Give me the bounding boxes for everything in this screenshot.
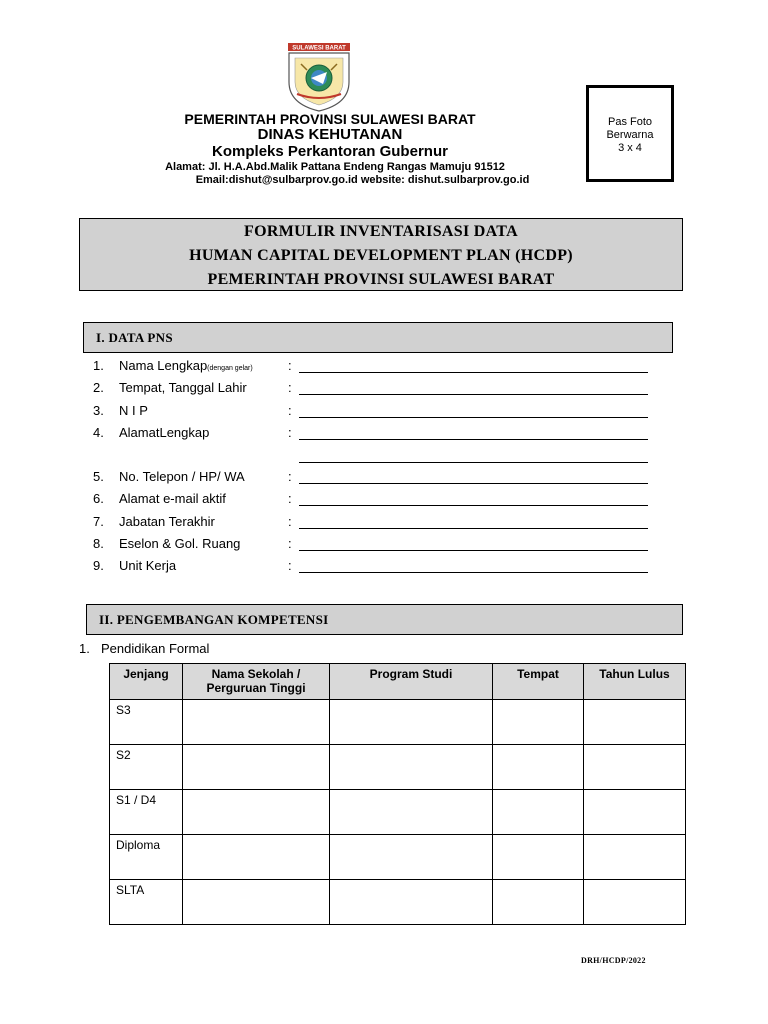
field-colon: : <box>288 491 292 506</box>
field-input-line[interactable] <box>299 439 648 440</box>
field-tempat-tanggal-lahir <box>93 380 653 400</box>
table-cell[interactable] <box>330 880 493 925</box>
form-title-box <box>79 218 683 291</box>
pendidikan-formal-table <box>109 663 686 925</box>
table-row <box>110 880 686 925</box>
field-input-line[interactable] <box>299 417 648 418</box>
field-colon: : <box>288 425 292 440</box>
table-cell[interactable] <box>493 700 584 745</box>
column-header-nama-sekolah: Nama Sekolah / Perguruan Tinggi <box>183 664 330 700</box>
emblem-banner-text: SULAWESI BARAT <box>292 45 346 52</box>
field-note: (dengan gelar) <box>207 365 253 372</box>
photo-label-2: Berwarna <box>606 129 654 141</box>
field-number: 5. <box>93 469 104 484</box>
letterhead-complex: Kompleks Perkantoran Gubernur <box>212 143 448 160</box>
field-number: 7. <box>93 514 104 529</box>
field-colon: : <box>288 514 292 529</box>
field-no-telepon <box>93 469 653 489</box>
field-eselon-gol-ruang <box>93 536 653 556</box>
field-number: 8. <box>93 536 104 551</box>
table-cell[interactable] <box>493 835 584 880</box>
table-row <box>110 700 686 745</box>
field-number: 4. <box>93 425 104 440</box>
field-label: Alamat e-mail aktif <box>119 491 226 506</box>
field-jabatan-terakhir <box>93 514 653 534</box>
table-row <box>110 790 686 835</box>
photo-label-3: 3 x 4 <box>618 142 642 154</box>
field-label: Tempat, Tanggal Lahir <box>119 380 247 395</box>
field-colon: : <box>288 536 292 551</box>
field-input-line[interactable] <box>299 572 648 573</box>
table-cell[interactable] <box>330 835 493 880</box>
table-cell[interactable] <box>493 745 584 790</box>
field-colon: : <box>288 469 292 484</box>
field-nama-lengkap <box>93 358 653 378</box>
field-number: 9. <box>93 558 104 573</box>
field-input-line[interactable] <box>299 372 648 373</box>
form-title-line-3: PEMERINTAH PROVINSI SULAWESI BARAT <box>207 271 555 288</box>
section-header-data-pns: I. DATA PNS <box>83 322 673 353</box>
field-colon: : <box>288 380 292 395</box>
letterhead-government: PEMERINTAH PROVINSI SULAWESI BARAT <box>184 111 476 127</box>
field-input-line[interactable] <box>299 550 648 551</box>
item-number: 1. <box>79 641 90 656</box>
pendidikan-formal-label <box>79 641 209 656</box>
field-alamat-lengkap-extra-line[interactable] <box>299 462 648 463</box>
field-label: No. Telepon / HP/ WA <box>119 469 245 484</box>
row-label-cell: S3 <box>110 700 183 745</box>
table-row <box>110 745 686 790</box>
document-code: DRH/HCDP/2022 <box>581 956 646 965</box>
field-input-line[interactable] <box>299 394 648 395</box>
form-title-line-2: HUMAN CAPITAL DEVELOPMENT PLAN (HCDP) <box>189 247 573 264</box>
field-number: 1. <box>93 358 104 373</box>
field-input-line[interactable] <box>299 505 648 506</box>
table-cell[interactable] <box>183 880 330 925</box>
field-number: 6. <box>93 491 104 506</box>
province-emblem-logo <box>283 42 355 112</box>
table-cell[interactable] <box>584 700 686 745</box>
letterhead-department: DINAS KEHUTANAN <box>257 126 403 143</box>
column-header-tempat: Tempat <box>493 664 584 700</box>
field-alamat-email <box>93 491 653 511</box>
photo-label-1: Pas Foto <box>607 116 653 128</box>
field-input-line[interactable] <box>299 528 648 529</box>
table-row <box>110 835 686 880</box>
table-cell[interactable] <box>183 790 330 835</box>
table-cell[interactable] <box>330 700 493 745</box>
field-colon: : <box>288 558 292 573</box>
table-cell[interactable] <box>493 880 584 925</box>
table-cell[interactable] <box>183 745 330 790</box>
field-label: Jabatan Terakhir <box>119 514 215 529</box>
table-cell[interactable] <box>584 745 686 790</box>
field-label: Eselon & Gol. Ruang <box>119 536 241 551</box>
field-alamat-lengkap <box>93 425 653 445</box>
field-input-line[interactable] <box>299 483 648 484</box>
field-nip <box>93 403 653 423</box>
row-label-cell: S1 / D4 <box>110 790 183 835</box>
table-cell[interactable] <box>584 880 686 925</box>
column-header-jenjang: Jenjang <box>110 664 183 700</box>
row-label-cell: SLTA <box>110 880 183 925</box>
section-header-pengembangan-kompetensi: II. PENGEMBANGAN KOMPETENSI <box>86 604 683 635</box>
row-label-cell: Diploma <box>110 835 183 880</box>
row-label-cell: S2 <box>110 745 183 790</box>
letterhead-address: Alamat: Jl. H.A.Abd.Malik Pattana Endeng Rangas Mamuju 91512 <box>165 161 505 173</box>
field-label: N I P <box>119 403 148 418</box>
table-cell[interactable] <box>183 835 330 880</box>
table-cell[interactable] <box>183 700 330 745</box>
item-label: Pendidikan Formal <box>101 641 210 656</box>
table-header-row <box>110 664 686 700</box>
field-unit-kerja <box>93 558 653 578</box>
field-colon: : <box>288 358 292 373</box>
table-cell[interactable] <box>584 790 686 835</box>
table-cell[interactable] <box>584 835 686 880</box>
field-label: Unit Kerja <box>119 558 177 573</box>
field-number: 2. <box>93 380 104 395</box>
field-label: AlamatLengkap <box>119 425 210 440</box>
table-cell[interactable] <box>330 745 493 790</box>
field-label: Nama Lengkap(dengan gelar) <box>119 358 253 373</box>
table-cell[interactable] <box>493 790 584 835</box>
form-title-line-1: FORMULIR INVENTARISASI DATA <box>244 223 518 240</box>
column-header-tahun-lulus: Tahun Lulus <box>584 664 686 700</box>
photo-placeholder-box <box>586 85 674 182</box>
table-cell[interactable] <box>330 790 493 835</box>
field-colon: : <box>288 403 292 418</box>
column-header-program-studi: Program Studi <box>330 664 493 700</box>
letterhead-contact: Email:dishut@sulbarprov.go.id website: dishut.sulbarprov.go.id <box>195 174 530 186</box>
field-number: 3. <box>93 403 104 418</box>
